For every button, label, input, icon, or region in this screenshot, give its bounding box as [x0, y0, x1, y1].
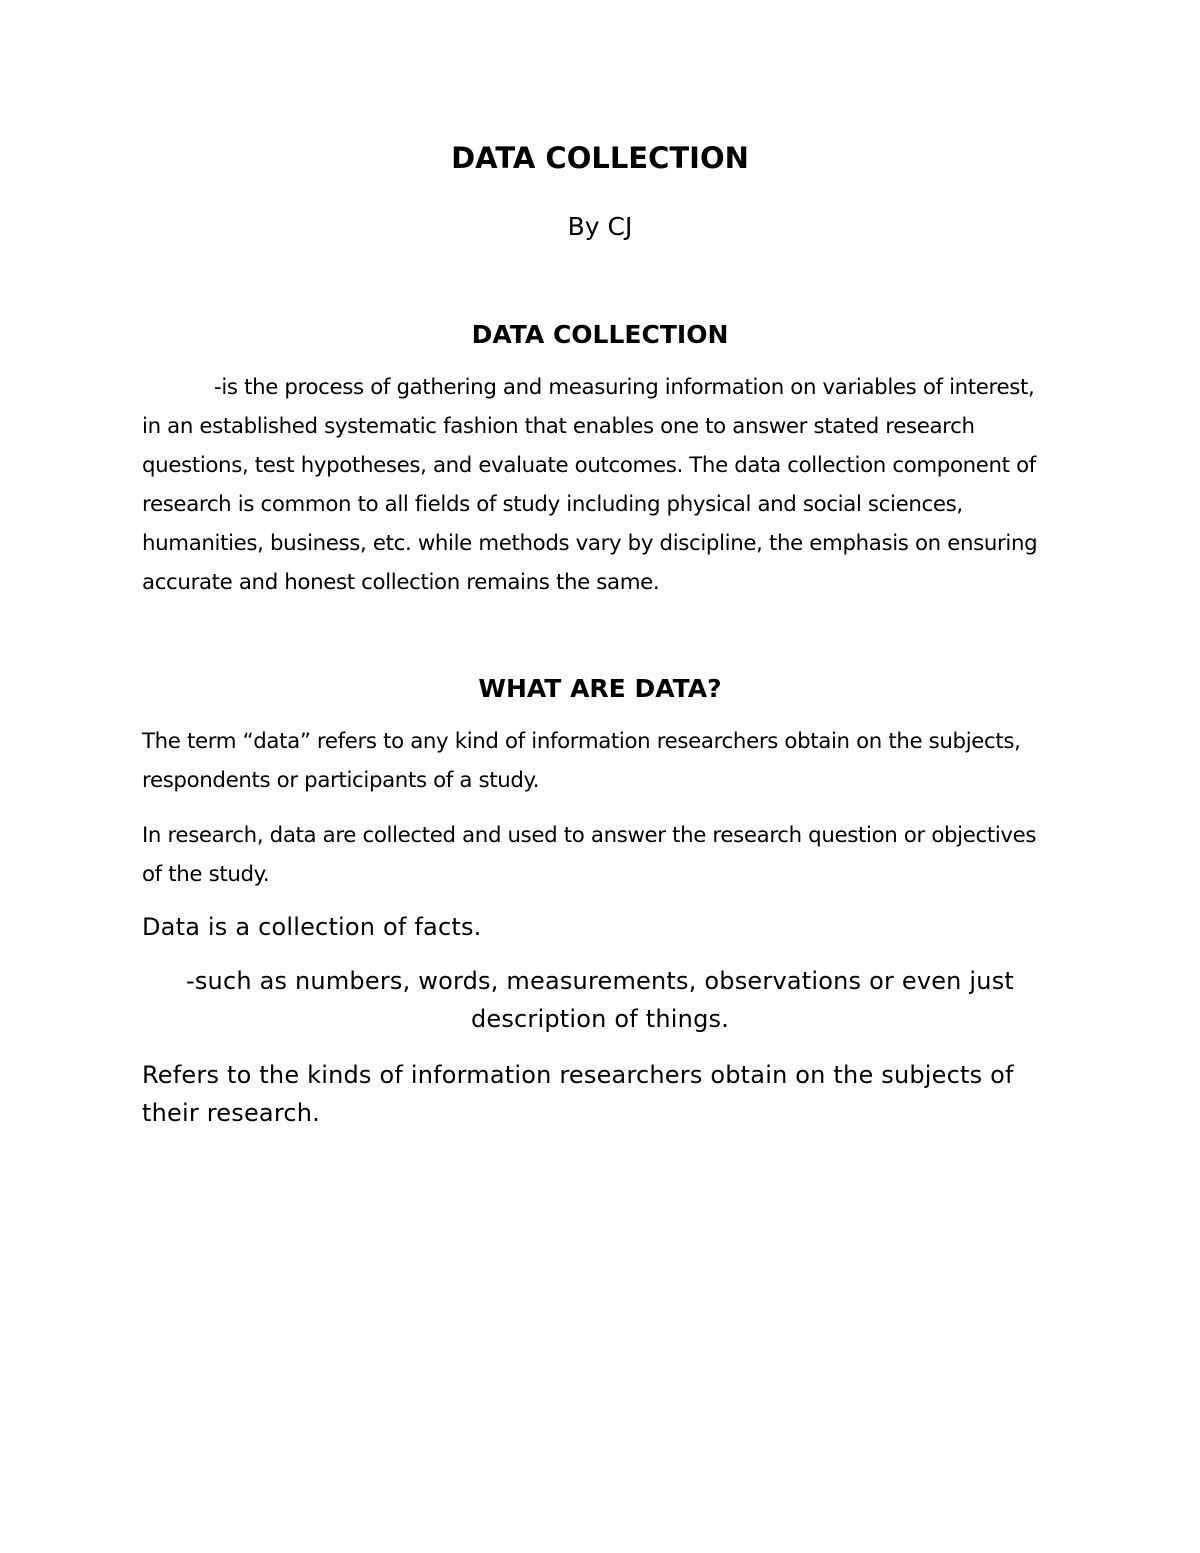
research-data-paragraph: In research, data are collected and used to answer the research question or objectives of the study. — [142, 823, 1037, 887]
data-definition: Refers to the kinds of information researchers obtain on the subjects of their research. — [142, 1061, 1014, 1127]
section-heading-data-collection: DATA COLLECTION — [471, 320, 729, 349]
document-content — [142, 138, 1058, 1132]
section-heading-what-are-data: WHAT ARE DATA? — [478, 674, 722, 703]
document-author: By CJ — [567, 212, 633, 241]
data-collection-definition: -is the process of gathering and measuring information on variables of interest, in an established systematic fashion that enables one to answer stated research questions, test hypotheses, and evaluate outcomes. The data collection component of research is common to all fields of study including physical and social sciences, humanities, business, etc. while methods vary by discipline, the emphasis on ensuring accurate and honest collection remains the same. — [142, 375, 1038, 595]
data-statement: Data is a collection of facts. — [142, 913, 482, 941]
document-title: DATA COLLECTION — [451, 141, 749, 175]
data-term-paragraph: The term “data” refers to any kind of information researchers obtain on the subjects, respondents or participants of a study. — [142, 729, 1021, 793]
data-examples: -such as numbers, words, measurements, observations or even just description of things. — [185, 967, 1015, 1033]
